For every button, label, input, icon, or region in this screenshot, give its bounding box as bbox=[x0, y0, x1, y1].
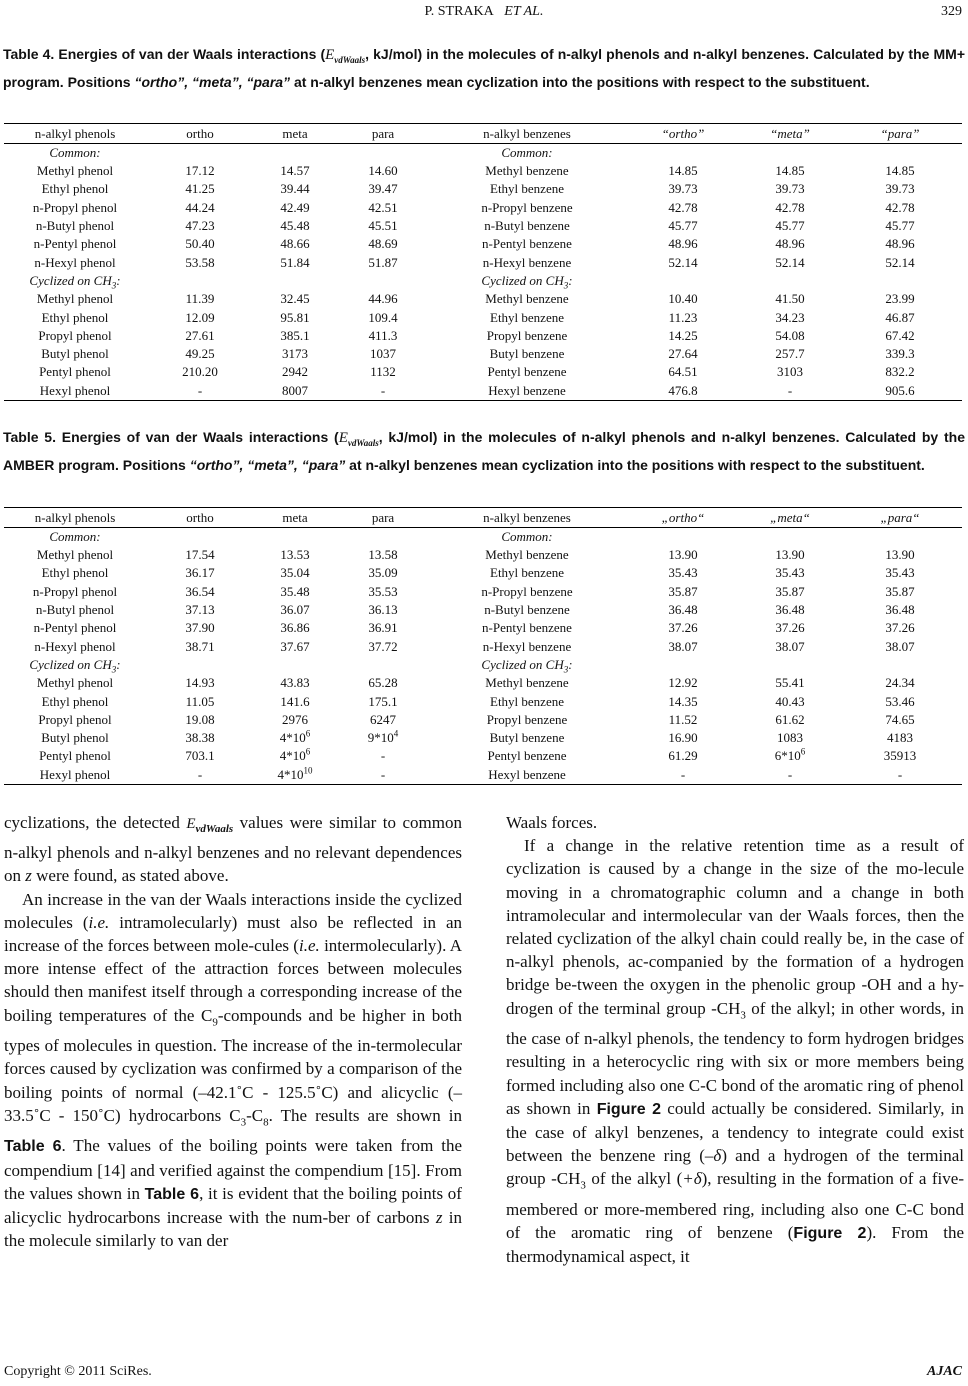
table-cell: 411.3 bbox=[368, 327, 398, 343]
table-row bbox=[4, 711, 962, 729]
table-cell: - bbox=[742, 382, 838, 401]
table-cell: 13.90 bbox=[775, 547, 805, 563]
table-cell: 2976 bbox=[282, 711, 308, 727]
table-cell: 257.7 bbox=[775, 346, 805, 362]
table-cell: 27.61 bbox=[185, 327, 215, 343]
table-cell: 8007 bbox=[254, 382, 336, 401]
table-cell: 39.73 bbox=[885, 181, 915, 197]
table-cell: n-Propyl benzene bbox=[481, 199, 573, 215]
table-cell: 48.96 bbox=[885, 236, 915, 252]
table-cell: 37.26 bbox=[775, 620, 805, 636]
table4 bbox=[4, 123, 962, 401]
table-cell: 53.46 bbox=[885, 693, 915, 709]
table-cell: 38.71 bbox=[185, 638, 215, 654]
table-cell: 35.53 bbox=[368, 583, 398, 599]
table-cell: 38.07 bbox=[775, 638, 805, 654]
column-header: „ortho“ bbox=[624, 508, 742, 528]
table-cell: 45.77 bbox=[885, 218, 915, 234]
table-cell: - bbox=[624, 766, 742, 785]
table-cell: 42.78 bbox=[775, 199, 805, 215]
table-cell: 35.09 bbox=[368, 565, 398, 581]
table-header-row bbox=[4, 124, 962, 144]
table-cell: 10.40 bbox=[668, 291, 698, 307]
table-cell: 52.14 bbox=[668, 254, 698, 270]
right-column bbox=[506, 811, 964, 1269]
table-cell: Butyl benzene bbox=[489, 730, 565, 746]
table-cell: 47.23 bbox=[185, 218, 215, 234]
table-cell: 19.08 bbox=[185, 711, 215, 727]
table-cell: n-Butyl phenol bbox=[35, 602, 115, 618]
section-label: Common: bbox=[49, 145, 101, 160]
table-cell: 703.1 bbox=[185, 748, 215, 764]
table-cell: 65.28 bbox=[368, 675, 398, 691]
table-cell: 11.05 bbox=[185, 693, 215, 709]
table-cell: 38.07 bbox=[885, 638, 915, 654]
table5-caption bbox=[3, 426, 965, 476]
section-label: Cyclized on $CH_3$: bbox=[481, 656, 573, 675]
table-cell: 45.77 bbox=[775, 218, 805, 234]
table-cell: Ethyl benzene bbox=[490, 693, 564, 709]
table-row bbox=[4, 308, 962, 326]
table-cell: $4*10^6$ bbox=[279, 728, 311, 746]
table-cell: Methyl benzene bbox=[485, 675, 569, 691]
table-row bbox=[4, 674, 962, 692]
table-cell: n-Butyl phenol bbox=[35, 218, 115, 234]
minus-delta: –δ bbox=[704, 1146, 722, 1166]
table-cell: 476.8 bbox=[624, 382, 742, 401]
section-label-row bbox=[4, 144, 962, 163]
table-cell: 37.67 bbox=[280, 638, 310, 654]
table-row bbox=[4, 327, 962, 345]
energy-symbol: $E_{vdWaals}$ bbox=[325, 47, 366, 65]
table-cell: 46.87 bbox=[885, 309, 915, 325]
table-cell: 14.25 bbox=[668, 327, 698, 343]
table-cell: 55.41 bbox=[775, 675, 805, 691]
table-cell: 52.14 bbox=[775, 254, 805, 270]
table-cell: 35.87 bbox=[775, 583, 805, 599]
table-cell: 11.52 bbox=[668, 711, 698, 727]
table-cell: 11.39 bbox=[185, 291, 215, 307]
caption-text: Table 5. Energies of van der Waals interactions ( bbox=[3, 429, 339, 445]
table-cell: n-Propyl phenol bbox=[32, 583, 118, 599]
table-row bbox=[4, 692, 962, 710]
table-row bbox=[4, 290, 962, 308]
table-cell: 175.1 bbox=[368, 693, 398, 709]
table-cell: 41.50 bbox=[775, 291, 805, 307]
table-cell: 39.73 bbox=[775, 181, 805, 197]
section-label: Common: bbox=[501, 529, 553, 544]
caption-positions: “ortho”, “meta”, “para” bbox=[189, 457, 346, 473]
table-cell: 42.49 bbox=[280, 199, 310, 215]
table-cell: Ethyl phenol bbox=[41, 309, 109, 325]
journal-name: AJAC bbox=[926, 1364, 962, 1379]
table-cell: - bbox=[742, 766, 838, 785]
table-cell: Butyl benzene bbox=[489, 346, 565, 362]
paragraph: An increase in the van der Waals interactions inside the cyclized molecules (i.e. intramolecularly) must also be reflected in an increase of the forces between mole-cules (i.e. intermolecularly). A more intense effect of the attraction forces between molecules should then manifest itself through a corresponding increase of the boiling temperatures of the $C_9$-compounds and be higher in both types of molecules in question. The increase of the in-termolecular forces caused by cyclization was confirmed by a comparison of the boiling points of normal (–42.1˚C - 125.5˚C) and alicyclic (–33.5˚C - 150˚C) hydrocarbons $C_3-C_8$. The results are shown in Table 6. The values of the boiling points were taken from the compendium [14] and verified against the compendium [15]. From the values shown in Table 6, it is evident that the boiling points of alicyclic hydrocarbons increase with the num-ber of carbons z in the molecule similarly to van der bbox=[4, 889, 462, 1251]
column-header: “meta” bbox=[742, 124, 838, 144]
table-cell: 12.09 bbox=[185, 309, 215, 325]
table-cell: 37.90 bbox=[185, 620, 215, 636]
table-row bbox=[4, 729, 962, 747]
table-row bbox=[4, 747, 962, 765]
table-cell: Pentyl phenol bbox=[39, 748, 111, 764]
table-cell: - bbox=[336, 382, 430, 401]
table-cell: 54.08 bbox=[775, 327, 805, 343]
table-cell: Ethyl phenol bbox=[41, 181, 109, 197]
table-cell: - bbox=[380, 748, 386, 764]
column-header: para bbox=[336, 124, 430, 144]
header-etal: ET AL. bbox=[504, 4, 544, 19]
table-cell: 3173 bbox=[282, 346, 308, 362]
figure2-ref: Figure 2 bbox=[793, 1225, 867, 1243]
table-cell: 14.85 bbox=[775, 163, 805, 179]
table-cell: Ethyl benzene bbox=[490, 181, 564, 197]
table-cell: 109.4 bbox=[368, 309, 398, 325]
table-cell: Propyl phenol bbox=[38, 711, 112, 727]
column-header: n-alkyl phenols bbox=[4, 508, 146, 528]
column-header: n-alkyl benzenes bbox=[430, 508, 624, 528]
table-cell: 95.81 bbox=[280, 309, 310, 325]
column-header: ortho bbox=[146, 508, 254, 528]
table-cell: Pentyl benzene bbox=[487, 748, 567, 764]
table-cell: 51.84 bbox=[280, 254, 310, 270]
table-cell: n-Pentyl benzene bbox=[482, 620, 572, 636]
column-header: meta bbox=[254, 124, 336, 144]
caption-text: , kJ/mol) in the molecules of n-alkyl phenols and n-alkyl benzenes. Calculated by the AMBER program. Positions bbox=[3, 429, 965, 473]
table-cell: Methyl phenol bbox=[36, 675, 114, 691]
table-row bbox=[4, 180, 962, 198]
table5 bbox=[4, 507, 962, 785]
paragraph: If a change in the relative retention time as a result of cyclization is caused by a change in the size of the mo-lecule moving in a chromatographic column and a change in both intramolecular and intermolecular van der Waals forces, then the related cyclization of the alkyl chain could really be, in the case of n-alkyl phenols, ac-companied by the formation of a hydrogen bridge be-tween the oxygen in the phenolic group -OH and a hy-drogen of the terminal group $-CH_3$ of the alkyl; in other words, in the case of n-alkyl phenols, the tendency to form hydrogen bridges resulting in a heterocyclic ring with six or more members being formed including also one C-C bond of the aromatic ring of phenol as shown in Figure 2 could actually be considered. Similarly, in the case of alkyl benzenes, a tendency to integrate could exist between the benzene ring (–δ) and a hydrogen of the terminal group $-CH_3$ of the alkyl (+δ), resulting in the formation of a five-membered or more-membered ring, including also one C-C bond of the aromatic ring of benzene (Figure 2). From the thermodynamical aspect, it bbox=[506, 836, 965, 1267]
table-cell: 1083 bbox=[777, 730, 803, 746]
caption-positions: “ortho”, “meta”, “para” bbox=[134, 74, 291, 90]
running-header bbox=[0, 4, 968, 26]
column-header: meta bbox=[254, 508, 336, 528]
table-cell: 13.90 bbox=[885, 547, 915, 563]
table6-ref: Table 6 bbox=[4, 1138, 62, 1156]
table-cell: 4183 bbox=[887, 730, 913, 746]
plus-delta: +δ bbox=[682, 1169, 702, 1189]
table-cell: 48.96 bbox=[668, 236, 698, 252]
table-cell: 905.6 bbox=[838, 382, 962, 401]
caption-text: at n-alkyl benzenes mean cyclization into the positions with respect to the substituent. bbox=[290, 74, 870, 90]
table-cell: 61.29 bbox=[668, 748, 698, 764]
table-row bbox=[4, 162, 962, 180]
table-cell: 36.17 bbox=[185, 565, 215, 581]
column-header: para bbox=[336, 508, 430, 528]
table-cell: 1037 bbox=[370, 346, 396, 362]
section-label: Cyclized on $CH_3$: bbox=[29, 656, 121, 675]
table-cell: 13.58 bbox=[368, 547, 398, 563]
table-cell: 38.07 bbox=[668, 638, 698, 654]
table-cell: $6*10^6$ bbox=[774, 747, 806, 764]
table-row bbox=[4, 583, 962, 601]
table-cell: Methyl benzene bbox=[485, 163, 569, 179]
copyright: Copyright © 2011 SciRes. bbox=[4, 1364, 152, 1379]
table-cell: 37.26 bbox=[668, 620, 698, 636]
table-cell: 36.86 bbox=[280, 620, 310, 636]
paragraph: cyclizations, the detected $E_{vdWaals}$ values were similar to common n-alkyl phenols and n-alkyl benzenes and no relevant dependences on z were found, as stated above. bbox=[4, 813, 463, 886]
figure2-ref: Figure 2 bbox=[596, 1100, 661, 1118]
table-cell: Methyl phenol bbox=[36, 163, 114, 179]
column-header: “para” bbox=[838, 124, 962, 144]
table-cell: $4*10^{10}$ bbox=[254, 766, 336, 785]
table-cell: 13.53 bbox=[280, 547, 310, 563]
table-cell: 37.72 bbox=[368, 638, 398, 654]
column-header: “ortho” bbox=[624, 124, 742, 144]
table-cell: 49.25 bbox=[185, 346, 215, 362]
table-cell: 36.91 bbox=[368, 620, 398, 636]
column-header: n-alkyl phenols bbox=[4, 124, 146, 144]
table-cell: n-Propyl benzene bbox=[481, 583, 573, 599]
table-cell: Methyl benzene bbox=[485, 291, 569, 307]
table-row bbox=[4, 619, 962, 637]
table-row bbox=[4, 382, 962, 401]
table-cell: 385.1 bbox=[280, 327, 310, 343]
table-cell: 3103 bbox=[777, 364, 803, 380]
table-cell: 35.43 bbox=[775, 565, 805, 581]
table-cell: n-Hexyl phenol bbox=[34, 638, 116, 654]
table-row bbox=[4, 253, 962, 271]
table-cell: 48.66 bbox=[280, 236, 310, 252]
table-cell: 39.44 bbox=[280, 181, 310, 197]
table-cell: - bbox=[336, 766, 430, 785]
table-cell: - bbox=[146, 766, 254, 785]
table-cell: 44.96 bbox=[368, 291, 398, 307]
table-cell: 39.73 bbox=[668, 181, 698, 197]
table-cell: Butyl phenol bbox=[41, 730, 109, 746]
table-cell: 50.40 bbox=[185, 236, 215, 252]
table-cell: n-Pentyl phenol bbox=[33, 236, 117, 252]
page-number: 329 bbox=[941, 4, 962, 19]
table-cell: Ethyl phenol bbox=[41, 565, 109, 581]
table-cell: Ethyl phenol bbox=[41, 693, 109, 709]
table-cell: n-Hexyl benzene bbox=[482, 638, 572, 654]
table-row bbox=[4, 564, 962, 582]
table-cell: 36.13 bbox=[368, 602, 398, 618]
table-cell: Butyl phenol bbox=[41, 346, 109, 362]
table-cell: Hexyl benzene bbox=[430, 382, 624, 401]
table-row bbox=[4, 766, 962, 785]
table-cell: 14.85 bbox=[668, 163, 698, 179]
table-cell: Methyl phenol bbox=[36, 547, 114, 563]
table-cell: 35.87 bbox=[885, 583, 915, 599]
table-cell: - bbox=[838, 766, 962, 785]
table-cell: 35.04 bbox=[280, 565, 310, 581]
table-cell: Ethyl benzene bbox=[490, 565, 564, 581]
column-header: ortho bbox=[146, 124, 254, 144]
table-cell: 36.54 bbox=[185, 583, 215, 599]
table-row bbox=[4, 546, 962, 564]
table-cell: 45.48 bbox=[280, 218, 310, 234]
table-cell: 42.78 bbox=[668, 199, 698, 215]
table-cell: 6247 bbox=[370, 711, 396, 727]
table-row bbox=[4, 601, 962, 619]
table-cell: 35.87 bbox=[668, 583, 698, 599]
table-cell: - bbox=[146, 382, 254, 401]
table-cell: n-Pentyl benzene bbox=[482, 236, 572, 252]
table-cell: 11.23 bbox=[668, 309, 698, 325]
table-cell: 13.90 bbox=[668, 547, 698, 563]
table-cell: 1132 bbox=[370, 364, 396, 380]
section-label-row bbox=[4, 272, 962, 290]
table-cell: 37.26 bbox=[885, 620, 915, 636]
variable-z: z bbox=[435, 1208, 443, 1228]
table-cell: 141.6 bbox=[280, 693, 310, 709]
table-cell: 42.51 bbox=[368, 199, 398, 215]
section-label: Common: bbox=[501, 145, 553, 160]
table-cell: 45.77 bbox=[668, 218, 698, 234]
table-cell: 14.35 bbox=[668, 693, 698, 709]
table-cell: n-Butyl benzene bbox=[484, 218, 570, 234]
table-cell: 24.34 bbox=[885, 675, 915, 691]
table-cell: Ethyl benzene bbox=[490, 309, 564, 325]
table-cell: 67.42 bbox=[885, 327, 915, 343]
table-cell: 23.99 bbox=[885, 291, 915, 307]
table-cell: 39.47 bbox=[368, 181, 398, 197]
table-cell: 41.25 bbox=[185, 181, 215, 197]
table-cell: 14.93 bbox=[185, 675, 215, 691]
table-row bbox=[4, 199, 962, 217]
table-cell: 32.45 bbox=[280, 291, 310, 307]
table-cell: 37.13 bbox=[185, 602, 215, 618]
table-cell: 36.07 bbox=[280, 602, 310, 618]
table-cell: Hexyl benzene bbox=[430, 766, 624, 785]
table-cell: 2942 bbox=[282, 364, 308, 380]
section-label-row bbox=[4, 656, 962, 674]
table-cell: Hexyl phenol bbox=[4, 382, 146, 401]
table-cell: 53.58 bbox=[185, 254, 215, 270]
table-cell: n-Butyl benzene bbox=[484, 602, 570, 618]
table-cell: 42.78 bbox=[885, 199, 915, 215]
table-cell: 48.69 bbox=[368, 236, 398, 252]
running-title bbox=[0, 4, 968, 20]
table-cell: 61.62 bbox=[775, 711, 805, 727]
table-cell: 14.60 bbox=[368, 163, 398, 179]
table-cell: 36.48 bbox=[668, 602, 698, 618]
table-cell: 17.12 bbox=[185, 163, 215, 179]
table-cell: 35.48 bbox=[280, 583, 310, 599]
table-cell: $9*10^4$ bbox=[367, 728, 399, 746]
table-cell: Propyl phenol bbox=[38, 327, 112, 343]
column-header: „para“ bbox=[838, 508, 962, 528]
table-cell: Pentyl phenol bbox=[39, 364, 111, 380]
table-row bbox=[4, 217, 962, 235]
table-cell: 43.83 bbox=[280, 675, 310, 691]
table-header-row bbox=[4, 508, 962, 528]
table-cell: Hexyl phenol bbox=[4, 766, 146, 785]
energy-symbol: $E_{vdWaals}$ bbox=[338, 430, 379, 448]
table-cell: Propyl benzene bbox=[486, 711, 568, 727]
paragraph: Waals forces. bbox=[506, 813, 598, 832]
table-cell: n-Propyl phenol bbox=[32, 199, 118, 215]
table-cell: 35.43 bbox=[885, 565, 915, 581]
table-cell: 38.38 bbox=[185, 730, 215, 746]
caption-text: Table 4. Energies of van der Waals interactions ( bbox=[3, 46, 326, 62]
section-label: Cyclized on $CH_3$: bbox=[481, 272, 573, 291]
table-cell: Methyl benzene bbox=[485, 547, 569, 563]
table-cell: 45.51 bbox=[368, 218, 398, 234]
left-column bbox=[4, 811, 462, 1252]
table-cell: 210.20 bbox=[182, 364, 218, 380]
table-row bbox=[4, 363, 962, 381]
table-row bbox=[4, 235, 962, 253]
table-cell: 832.2 bbox=[885, 364, 915, 380]
header-author: P. STRAKA bbox=[424, 4, 494, 19]
table-cell: n-Hexyl benzene bbox=[482, 254, 572, 270]
table6-ref: Table 6 bbox=[144, 1185, 200, 1203]
column-header: n-alkyl benzenes bbox=[430, 124, 624, 144]
table-cell: Propyl benzene bbox=[486, 327, 568, 343]
table-cell: 12.92 bbox=[668, 675, 698, 691]
table-cell: $4*10^6$ bbox=[279, 747, 311, 764]
table-cell: 74.65 bbox=[885, 711, 915, 727]
table-cell: 51.87 bbox=[368, 254, 398, 270]
table-cell: 36.48 bbox=[775, 602, 805, 618]
caption-text: at n-alkyl benzenes mean cyclization into the positions with respect to the substituent. bbox=[345, 457, 925, 473]
section-label: Cyclized on $CH_3$: bbox=[29, 272, 121, 291]
section-label-row bbox=[4, 528, 962, 547]
table-cell: 16.90 bbox=[668, 730, 698, 746]
table-cell: n-Hexyl phenol bbox=[34, 254, 116, 270]
table-cell: 14.85 bbox=[885, 163, 915, 179]
section-label: Common: bbox=[49, 529, 101, 544]
energy-symbol: $E_{vdWaals}$ bbox=[186, 816, 234, 835]
table-row bbox=[4, 345, 962, 363]
table-cell: 48.96 bbox=[775, 236, 805, 252]
table-cell: 64.51 bbox=[668, 364, 698, 380]
column-header: „meta“ bbox=[742, 508, 838, 528]
caption-text: , kJ/mol) in the molecules of n-alkyl phenols and n-alkyl benzenes. Calculated by the MM+ program. Positions bbox=[3, 46, 965, 90]
table-cell: 35913 bbox=[883, 748, 917, 764]
table-cell: 52.14 bbox=[885, 254, 915, 270]
table4-caption bbox=[3, 43, 965, 93]
table-cell: 14.57 bbox=[280, 163, 310, 179]
variable-z: z bbox=[25, 866, 32, 886]
table-cell: 35.43 bbox=[668, 565, 698, 581]
table-cell: 44.24 bbox=[185, 199, 215, 215]
table-cell: 36.48 bbox=[885, 602, 915, 618]
table-cell: 27.64 bbox=[668, 346, 698, 362]
table-cell: 40.43 bbox=[775, 693, 805, 709]
table-cell: 339.3 bbox=[885, 346, 915, 362]
table-cell: 17.54 bbox=[185, 547, 215, 563]
table-cell: n-Pentyl phenol bbox=[33, 620, 117, 636]
table-cell: 34.23 bbox=[775, 309, 805, 325]
table-cell: Pentyl benzene bbox=[487, 364, 567, 380]
table-cell: Methyl phenol bbox=[36, 291, 114, 307]
table-row bbox=[4, 637, 962, 655]
